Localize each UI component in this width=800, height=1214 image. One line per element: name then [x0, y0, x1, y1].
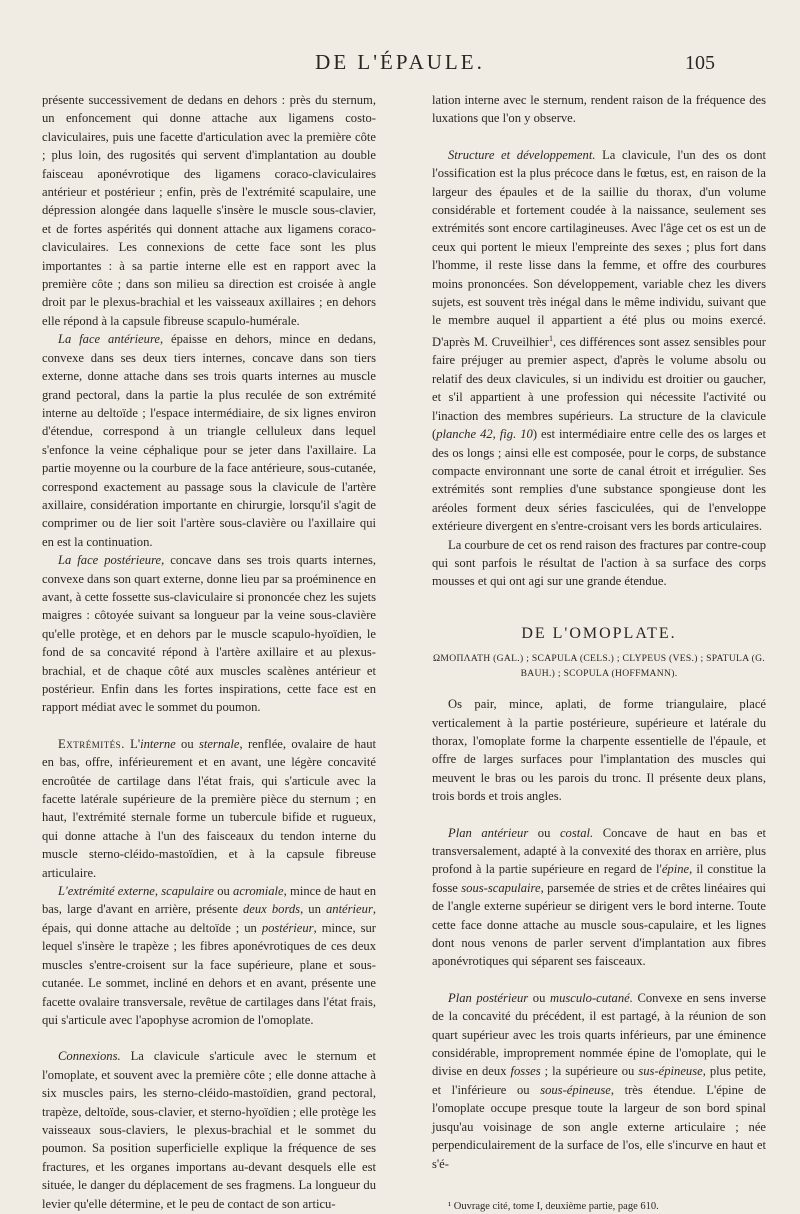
paragraph-extremite-externe: L'extrémité externe, scapulaire ou acromiale, mince de haut en bas, large d'avant en arrière, présente deux bords, un antérieur, épais, qui donne attache au deltoïde ; un postérieur, mince, sur lequel s'insère le trapèze ; les fibres aponévrotiques de ces deux muscles s'entre-croisent sur la face supérieure, plane et sous-cutanée. Le sommet, incliné en dehors et en avant, présente une facette ovalaire transversale, revêtue de cartilages dans l'état frais, qui s'articule avec l'apophyse acromion de l'omoplate. — [42, 884, 376, 1027]
footnote: ¹ Ouvrage cité, tome I, deuxième partie, page 610. — [448, 1200, 659, 1212]
paragraph-extremites: Extrémités. L'interne ou sternale, renflée, ovalaire de haut en bas, offre, inférieurement et en avant, une légère concavité encroûtée de cartilage dans l'état frais, qui s'articule avec la facette latérale supérieure de la première pièce du sternum ; en haut, l'extrémité sternale forme un tubercule bifide et rugueux, qui donne attache à l'un des faisceaux du tendon interne du muscle sterno-cléido-mastoïdien, et à la capsule fibreuse articulaire. — [42, 736, 377, 880]
paragraph-omoplate-intro: Os pair, mince, aplati, de forme triangulaire, placé verticalement à la partie postérieure, supérieure et latérale du thorax, l'omoplate forme la charpente essentielle de l'épaule, et offre de larges surfaces pour l'implantation des muscles qui meuvent le bras ou les parois du tronc. Il présente deux plans, trois bords et trois angles. — [432, 697, 766, 804]
paragraph-face-posterieure: La face postérieure, concave dans ses trois quarts internes, convexe dans son quart externe, donne lieu par sa proéminence en avant, à cette fossette sus-claviculaire si prononcée chez les sujets maigres : côtoyée suivant sa longueur par la veine sous-clavière qu'elle protège, et en dehors par le muscle scapulo-hyoïdien, le fond de sa concavité répond à l'artère axillaire et au plexus-brachial, et de chaque côté aux muscles scalènes antérieur et postérieur. Enfin dans les fortes inspirations, cette face est en rapport médiat avec le sommet du poumon. — [42, 553, 377, 715]
paragraph-face-anterieure: La face antérieure, épaisse en dehors, mince en dedans, convexe dans ses deux tiers internes, concave dans son tiers externe, donne attache dans ses trois quarts internes au muscle grand pectoral, dans la partie la plus reculée de son extrémité interne au deltoïde ; l'espace intermédiaire, de six lignes environ d'étendue, correspond à un triangle celluleux dans lequel s'enfonce la veine céphalique pour se jeter dans l'axillaire. La partie moyenne ou la courbure de la face antérieure, sous-cutanée, correspond exactement au passage sous la clavicule de l'artère axillaire, considération importante en chirurgie, lorsqu'il s'agit de comprimer ou de lier soit l'artère sous-clavière ou l'axillaire qui en est la continuation. — [42, 332, 376, 549]
right-column — [432, 91, 766, 1214]
running-title: DE L'ÉPAULE. — [315, 50, 485, 74]
page-number: 105 — [685, 52, 715, 74]
paragraph: présente successivement de dedans en dehors : près du sternum, un enfoncement qui donne attache aux ligamens costo-claviculaires, puis une facette d'articulation avec la première côte ; plus loin, des rugosités qui servent d'implantation au double faisceau aponévrotique des ligamens coraco-claviculaires antérieur et postérieur ; enfin, près de l'extrémité scapulaire, une dépression alongée dans laquelle s'insère le muscle sous-clavier, et de fortes aspérités qui donnent attache aux ligamens coraco-claviculaires. Les connexions de cette face sont les plus importantes : à sa partie interne elle est en rapport avec la première côte ; dans son milieu sa direction est croisée à angle droit par le plexus-brachial et les vaisseaux axillaires ; en dehors elle répond à la capsule fibreuse scapulo-humérale. — [42, 93, 376, 328]
paragraph: lation interne avec le sternum, rendent raison de la fréquence des luxations que l'on y observe. — [432, 93, 766, 126]
paragraph-structure: Structure et développement. La clavicule, l'un des os dont l'ossification est la plus précoce dans le fœtus, est, en raison de la largeur des épaules et de la saillie du thorax, d'un volume considérable et fortement coudée à la naissance, seulement ses extrémités sont encore cartilagineuses. Avec l'âge cet os est un de ceux qui portent le mieux l'empreinte des sexes ; plus fort dans l'homme, il reste lisse dans la femme, et offre des courbures moins prononcées. Son développement, variable chez les divers sujets, est souvent très inégal dans le même individu, suivant que le membre auquel il appartient a été plus ou moins exercé. D'après M. Cruveilhier$^1$, ces différences sont assez sensibles pour faire préjuger au premier aspect, d'après le volume absolu ou relatif des deux clavicules, si un individu est droitier ou gaucher, et s'il appartient à une profession qui nécessite l'activité ou l'inaction des membres supérieurs. La structure de la clavicule (planche 42, fig. 10) est intermédiaire entre celle des os larges et des os longs ; ainsi elle est composée, pour le corps, de substance compacte environnant une sorte de canal étroit et irrégulier. Ses extrémités sont remplies d'une substance spongieuse dont les aréoles forment deux séries fasciculées, qui de l'enveloppe extérieure divergent en s'entre-croisant vers les bords articulaires. — [432, 147, 766, 534]
paragraph-plan-anterieur: Plan antérieur ou costal. Concave de haut en bas et transversalement, adapté à la convexité des thorax en arrière, plus profond à la partie supérieure en regard de l'épine, il constitue la fosse sous-scapulaire, parsemée de stries et de crêtes linéaires qui de l'angle externe supérieur se dirigent vers le bord interne. Toute cette face donne attache au muscle sous-capulaire, et les lignes dont nous venons de parler servent d'implantation aux fibres aponévrotiques qui séparent ses faisceaux. — [432, 825, 766, 969]
page-header — [0, 50, 800, 80]
left-column — [42, 91, 376, 1213]
paragraph-connexions: Connexions. La clavicule s'articule avec le sternum et l'omoplate, et souvent avec la première côte ; elle donne attache à six muscles pairs, les sterno-cléido-mastoïdien, grand pectoral, trapèze, deltoïde, sous-clavier, et sterno-hyoïdien ; elle protège les vaisseaux sous-claviers, le plexus-brachial et le sommet du poumon. Sa position superficielle explique la fréquence de ses fractures, et les organes importans au-devant desquels elle est située, le danger du déplacement de ses fragmens. La longueur du levier qu'elle détermine, et le peu de contact de son articu- — [42, 1049, 376, 1211]
footnote-reference: 1 — [548, 333, 553, 343]
paragraph-plan-posterieur: Plan postérieur ou musculo-cutané. Convexe en sens inverse de la concavité du précédent, il est partagé, à la réunion de son quart supérieur avec les trois quarts inférieurs, par une éminence considérable, improprement nommée épine de l'omoplate, qui le divise en deux fosses ; la supérieure ou sus-épineuse, plus petite, et l'inférieure ou sous-épineuse, très étendue. L'épine de l'omoplate occupe presque toute la largeur de son bord spinal jusqu'au voisinage de son angle externe articulaire ; née perpendiculairement de la surface de l'os, elle s'incurve en haut et s'é- — [432, 990, 767, 1171]
section-heading: DE L'OMOPLATE. — [521, 624, 677, 642]
synonyms-line: ΩΜΟΠΛΑΤΗ (GAL.) ; SCAPULA (CELS.) ; CLYPEUS (VES.) ; SPATULA (G. BAUH.) ; SCOPULA (HOFFMANN). — [432, 653, 766, 680]
paragraph-courbure: La courbure de cet os rend raison des fractures par contre-coup qui sont parfois le résultat de l'action à sa surface des corps mousses et qui ont agi sur une grande étendue. — [432, 537, 766, 589]
